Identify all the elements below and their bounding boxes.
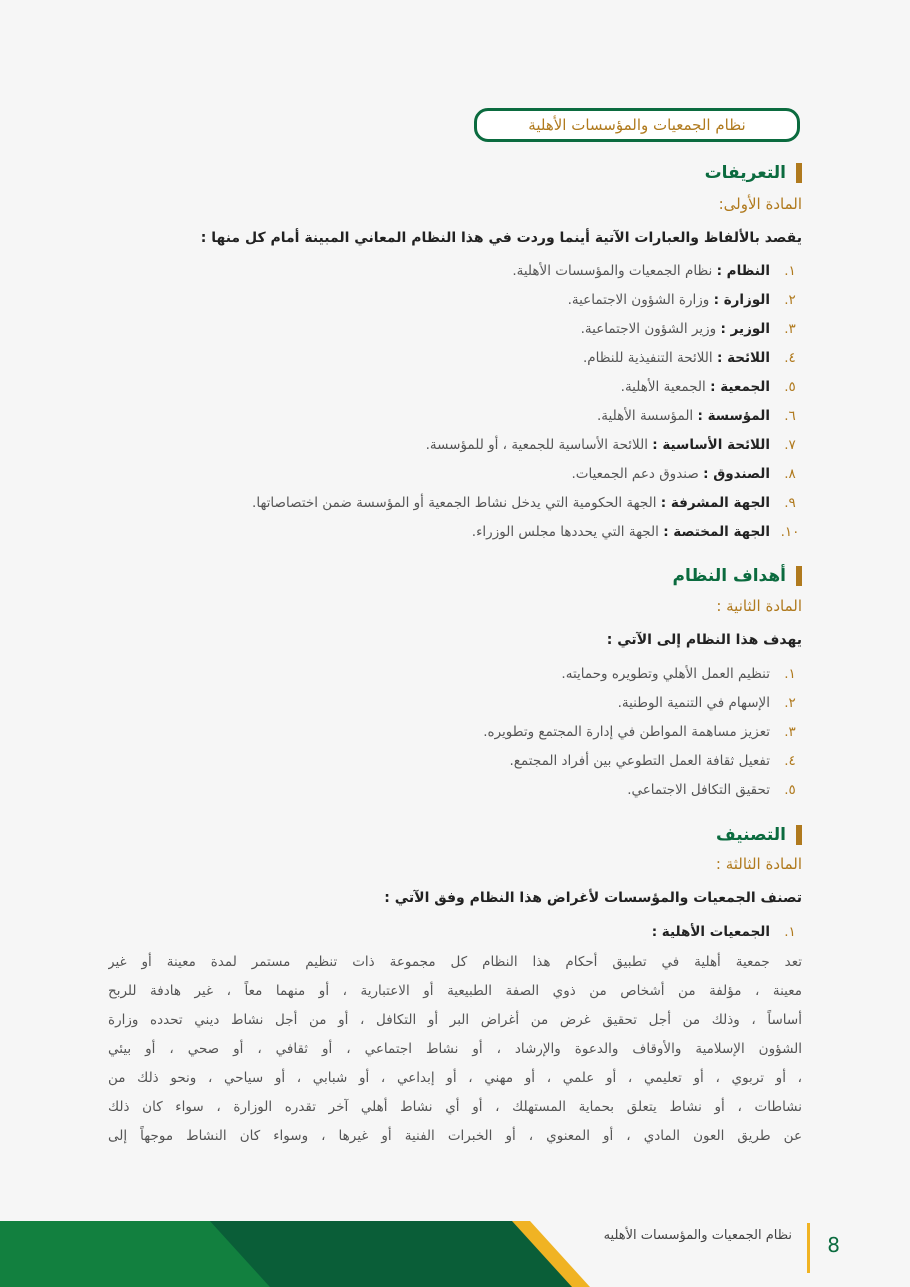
item-text: تحقيق التكافل الاجتماعي. xyxy=(627,782,770,798)
section-title-text: التعريفات xyxy=(704,163,786,183)
item-text: اللائحة الأساسية للجمعية ، أو للمؤسسة. xyxy=(425,437,648,453)
item-number: ٦. xyxy=(784,408,796,424)
item-text: تفعيل ثقافة العمل التطوعي بين أفراد المجتمع. xyxy=(509,753,770,769)
paragraph-line: ، أو تربوي ، أو تعليمي ، أو علمي ، أو مهني ، أو إبداعي ، أو شبابي ، أو سياحي ، ونحو ذلك من xyxy=(108,1070,802,1086)
header-title: نظام الجمعيات والمؤسسات الأهلية xyxy=(528,116,746,134)
item-text: اللائحة التنفيذية للنظام. xyxy=(582,350,713,366)
item-term: الجمعيات الأهلية : xyxy=(651,924,770,940)
article-intro: تصنف الجمعيات والمؤسسات لأغراض هذا النظام وفق الآتي : xyxy=(384,890,802,906)
classification-list xyxy=(102,918,802,947)
paragraph-line: الشؤون الإسلامية والأوقاف والدعوة والإرشاد ، أو نشاط اجتماعي ، أو ثقافي ، أو صحي ، أو بيئي xyxy=(108,1041,802,1057)
item-term: الصندوق : xyxy=(703,466,770,482)
item-term: الجمعية : xyxy=(710,379,770,395)
definitions-list xyxy=(102,257,802,547)
item-term: المؤسسة : xyxy=(697,408,770,424)
item-term: النظام : xyxy=(716,263,770,279)
item-number: ٩. xyxy=(784,495,796,511)
item-text: نظام الجمعيات والمؤسسات الأهلية. xyxy=(512,263,713,279)
objectives-list xyxy=(102,660,802,805)
page-footer xyxy=(0,1221,910,1287)
item-text: الجهة التي يحددها مجلس الوزراء. xyxy=(471,524,659,540)
item-number: ٢. xyxy=(784,695,796,711)
list-item xyxy=(102,257,802,286)
paragraph-line: نشاطات ، أو نشاط يتعلق بحماية المستهلك ، أو أي نشاط أهلي آخر تقدره الوزارة ، سواء كان ذلك xyxy=(108,1099,802,1115)
list-item xyxy=(102,286,802,315)
item-text: الجمعية الأهلية. xyxy=(620,379,706,395)
paragraph-line: تعد جمعية أهلية في تطبيق أحكام هذا النظام كل مجموعة ذات تنظيم مستمر لمدة معينة أو غير xyxy=(108,954,802,970)
item-number: ١. xyxy=(784,666,796,682)
paragraph-line: عن طريق العون المادي ، أو المعنوي ، أو الخبرات الفنية أو غيرها ، وسواء كان النشاط موجهاً إلى xyxy=(108,1128,802,1144)
list-item xyxy=(102,402,802,431)
header-title-pill xyxy=(474,108,800,142)
section-marker xyxy=(796,566,802,586)
paragraph-line: معينة ، مؤلفة من أشخاص من ذوي الصفة الطبيعية أو الاعتبارية ، أو منهما معاً ، غير هادفة للربح xyxy=(108,983,802,999)
list-item xyxy=(102,747,802,776)
article-intro: يهدف هذا النظام إلى الآتي : xyxy=(606,632,802,648)
item-number: ١٠. xyxy=(780,524,800,540)
item-text: صندوق دعم الجمعيات. xyxy=(571,466,699,482)
article-heading: المادة الأولى: xyxy=(718,195,802,213)
list-item xyxy=(102,660,802,689)
item-text: تعزيز مساهمة المواطن في إدارة المجتمع وتطويره. xyxy=(483,724,770,740)
item-term: الوزارة : xyxy=(713,292,770,308)
article-intro: يقصد بالألفاظ والعبارات الآتية أينما وردت في هذا النظام المعاني المبينة أمام كل منها : xyxy=(200,230,802,246)
item-number: ٧. xyxy=(784,437,796,453)
item-term: اللائحة الأساسية : xyxy=(652,437,770,453)
list-item xyxy=(102,344,802,373)
item-text: تنظيم العمل الأهلي وتطويره وحمايته. xyxy=(561,666,770,682)
item-number: ٢. xyxy=(784,292,796,308)
item-number: ٥. xyxy=(784,782,796,798)
list-item xyxy=(102,776,802,805)
item-number: ٤. xyxy=(784,753,796,769)
list-item xyxy=(102,431,802,460)
item-text: وزارة الشؤون الاجتماعية. xyxy=(567,292,710,308)
item-number: ١. xyxy=(784,924,796,940)
article-heading: المادة الثالثة : xyxy=(715,855,802,873)
item-term: الوزير : xyxy=(720,321,770,337)
paragraph-line: أساساً ، وذلك من أجل تحقيق غرض من أغراض البر أو التكافل ، أو من أجل نشاط ديني تحدده وزارة xyxy=(108,1012,802,1028)
item-term: الجهة المختصة : xyxy=(663,524,770,540)
list-item xyxy=(102,460,802,489)
list-item xyxy=(102,689,802,718)
article-heading: المادة الثانية : xyxy=(716,597,802,615)
item-number: ٨. xyxy=(784,466,796,482)
list-item xyxy=(102,918,802,947)
list-item xyxy=(102,489,802,518)
item-number: ٣. xyxy=(784,724,796,740)
classification-paragraph xyxy=(108,948,802,1151)
section-title-objectives xyxy=(673,566,802,586)
section-marker xyxy=(796,163,802,183)
list-item xyxy=(102,718,802,747)
section-title-text: التصنيف xyxy=(715,825,786,845)
section-title-classification xyxy=(716,825,802,845)
item-term: اللائحة : xyxy=(716,350,770,366)
item-number: ٥. xyxy=(784,379,796,395)
page-number: 8 xyxy=(827,1233,840,1257)
item-term: الجهة المشرفة : xyxy=(660,495,770,511)
footer-divider xyxy=(807,1223,810,1273)
list-item xyxy=(102,315,802,344)
list-item xyxy=(102,518,802,547)
footer-title: نظام الجمعيات والمؤسسات الأهليه xyxy=(603,1228,792,1243)
section-title-text: أهداف النظام xyxy=(672,566,786,586)
item-text: الإسهام في التنمية الوطنية. xyxy=(617,695,770,711)
item-number: ٣. xyxy=(784,321,796,337)
item-text: المؤسسة الأهلية. xyxy=(597,408,694,424)
item-text: الجهة الحكومية التي يدخل نشاط الجمعية أو المؤسسة ضمن اختصاصاتها. xyxy=(252,495,657,511)
section-title-definitions xyxy=(705,163,802,183)
section-marker xyxy=(796,825,802,845)
item-number: ٤. xyxy=(784,350,796,366)
item-text: وزير الشؤون الاجتماعية. xyxy=(580,321,717,337)
item-number: ١. xyxy=(784,263,796,279)
list-item xyxy=(102,373,802,402)
